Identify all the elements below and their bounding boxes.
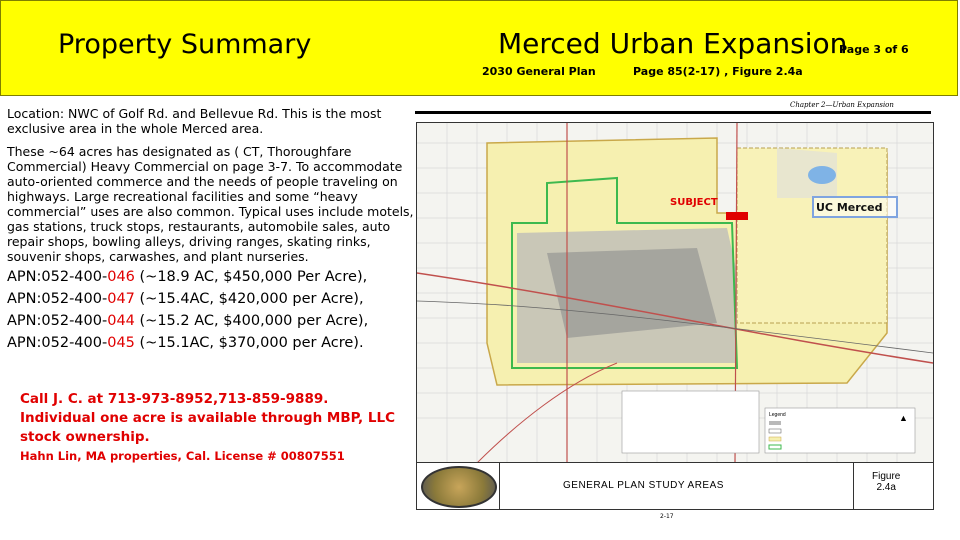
map-caption-bar [416,462,934,510]
apn-prefix: APN:052-400- [7,313,108,329]
apn-item [7,310,417,332]
caption-divider [853,463,854,509]
subject-marker [726,212,748,220]
plan-name: 2030 General Plan [482,65,596,78]
map-graphic [417,123,933,463]
page-title: Property Summary [58,29,312,60]
lake-yosemite [808,166,836,184]
north-arrow-icon: ▲ [899,413,908,423]
apn-prefix: APN:052-400- [7,269,108,285]
apn-prefix: APN:052-400- [7,335,108,351]
acreage-table [622,391,759,453]
map-legend [765,408,915,453]
header-banner [0,0,958,96]
city-seal-icon [421,466,497,508]
contact-block [20,390,420,465]
apn-detail: (~15.1AC, $370,000 per Acre). [134,335,364,351]
subject-label: SUBJECT [670,197,718,208]
description-column [7,106,417,354]
figure-word: Figure [872,471,901,482]
zoning-text: These ~64 acres has designated as ( CT, Thoroughfare Commercial) Heavy Commercial on page 3-7. To accommodate auto-oriented commerce and the needs of people traveling on highways. Large recreational facilities and some “heavy commercial” uses are also common. Typical uses include motels, gas stations, truck stops, restaurants, automobile sales, auto repair shops, bowling alleys, driving ranges, skating rinks, souvenir shops, carwashes, and plant nurseries. [7,144,414,264]
figure-label [872,471,900,493]
apn-item [7,332,417,354]
project-title: Merced Urban Expansion [498,27,848,60]
footer-rule [420,509,930,510]
page-reference: Page 85(2-17) , Figure 2.4a [633,65,803,78]
apn-item [7,288,417,310]
urban-core [547,248,717,338]
apn-prefix: APN:052-400- [7,291,108,307]
apn-suffix: 046 [107,269,135,285]
page-number: 2-17 [660,513,674,520]
apn-item [7,266,417,288]
apn-detail: (~15.2 AC, $400,000 per Acre), [134,313,369,329]
apn-list [7,266,417,354]
figure-number: 2.4a [876,482,896,493]
apn-suffix: 047 [107,291,135,307]
caption-divider [499,463,500,509]
apn-suffix: 044 [107,313,135,329]
legend-title: Legend [769,412,786,418]
chapter-rule [415,111,931,114]
chapter-header: Chapter 2—Urban Expansion [790,101,894,109]
location-text: Location: NWC of Golf Rd. and Bellevue Rd. This is the most exclusive area in the whole Merced area. [7,106,382,136]
contact-phone: Call J. C. at 713-973-8952,713-859-9889. [20,391,329,407]
contact-license: Hahn Lin, MA properties, Cal. License # 00807551 [20,449,345,463]
page-indicator: Page 3 of 6 [839,43,909,56]
apn-detail: (~15.4AC, $420,000 per Acre), [134,291,364,307]
caption-title: GENERAL PLAN STUDY AREAS [563,480,724,491]
study-area-map [416,122,934,464]
apn-detail: (~18.9 AC, $450,000 Per Acre), [134,269,368,285]
uc-merced-label: UC Merced [816,201,883,214]
contact-ownership: Individual one acre is available through MBP, LLC stock ownership. [20,410,395,445]
apn-suffix: 045 [107,335,135,351]
